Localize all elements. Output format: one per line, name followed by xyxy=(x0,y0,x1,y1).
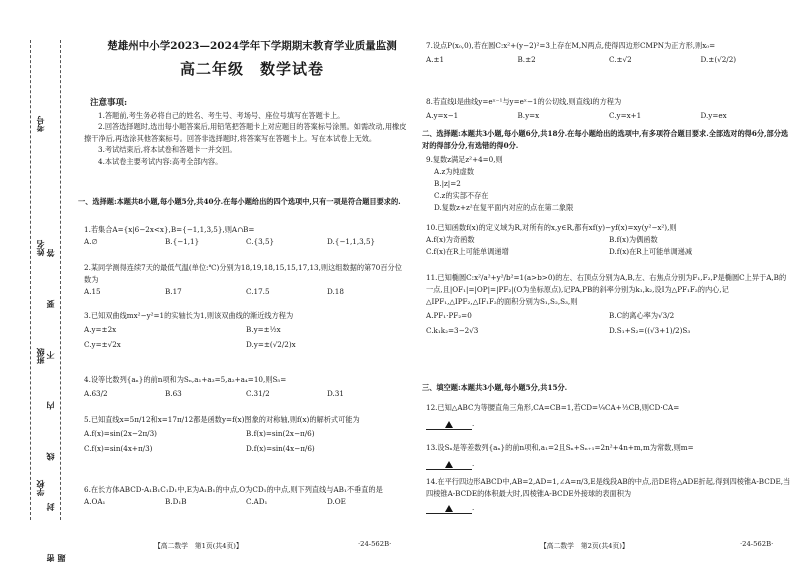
binding-line xyxy=(30,40,31,520)
option: C.31/2 xyxy=(246,389,270,398)
option: C.z的实部不存在 xyxy=(434,191,489,200)
label-banji: 班级 xyxy=(35,348,45,364)
option: B.{−1,1} xyxy=(165,237,200,246)
section2-heading: 二、选择题:本题共3小题,每小题6分,共18分.在每小题给出的选项中,有多项符合题目要求.全部选对的得6分,部分选对的得部分分,有选错的得0分. xyxy=(422,129,789,150)
tail: . xyxy=(472,459,475,468)
binding-strip xyxy=(0,0,70,562)
option: A.∅ xyxy=(84,237,98,246)
notice-item: 1.答题前,考生务必将自己的姓名、考生号、考场号、座位号填写在答题卡上。 xyxy=(98,110,345,120)
option: C.{3,5} xyxy=(246,237,275,246)
option: B.|z|=2 xyxy=(434,179,461,188)
option-list xyxy=(426,308,792,338)
label-xuexiao: 学校 xyxy=(35,480,45,496)
question-9 xyxy=(426,154,792,214)
option: B.17 xyxy=(165,287,182,296)
option: A.±1 xyxy=(426,55,445,64)
question-stem: 12.已知△ABC为等腰直角三角形,CA=CB=1,若CD=¼CA+½CB,则CD·CA= xyxy=(426,403,680,412)
question-3 xyxy=(84,310,408,352)
option: D.y=ex xyxy=(700,111,727,120)
option: D.y=±(√2/2)x xyxy=(246,340,296,349)
option: D.±(√2/2) xyxy=(700,55,737,64)
option-list xyxy=(426,52,792,68)
answer-blank xyxy=(426,503,475,514)
option: C.y=x+1 xyxy=(609,111,642,120)
option-list xyxy=(426,108,792,123)
option: B.f(x)=sin(2x−π/6) xyxy=(246,429,315,438)
option: D.复数z+z²在复平面内对应的点在第二象限 xyxy=(434,203,574,212)
triangle-marker-icon xyxy=(445,461,453,468)
option: D.31 xyxy=(327,389,344,398)
option: C.f(x)=sin(4x+π/3) xyxy=(84,444,153,453)
option: B.y=x xyxy=(517,111,540,120)
tail: . xyxy=(472,503,475,512)
tail: . xyxy=(472,419,475,428)
exam-subtitle: 高二年级 数学试卷 xyxy=(179,60,324,78)
answer-blank xyxy=(426,459,475,470)
question-13 xyxy=(426,442,792,470)
question-2 xyxy=(84,262,408,298)
question-stem: 4.设等比数列{aₙ}的前n项和为Sₙ,a₁+a₃=5,a₂+a₄=10,则S₅= xyxy=(84,375,287,384)
option: D.f(x)=sin(4x−π/6) xyxy=(246,444,315,453)
option: B.C的离心率为√3/2 xyxy=(609,311,675,320)
option: C.f(x)在R上可能单调递增 xyxy=(426,247,509,256)
notice-item: 4.本试卷主要考试内容:高考全部内容。 xyxy=(98,156,223,166)
exam-title: 楚雄州中小学2023—2024学年下学期期末教育学业质量监测 xyxy=(107,40,397,52)
question-stem: 10.已知函数f(x)的定义域为R,对所有的x,y∈R,都有xf(y)−yf(x)=xy(y²−x²),则 xyxy=(426,223,677,232)
question-12 xyxy=(426,402,792,430)
option: A.PF₁·PF₂=0 xyxy=(426,311,472,320)
notice-heading: 注意事项: xyxy=(90,98,128,108)
left-column xyxy=(78,0,412,562)
page-footer-label: 【高二数学 第1页(共4页)】 xyxy=(154,542,243,550)
option: D.S₁+S₂=((√3+1)/2)S₃ xyxy=(609,326,691,335)
option: C.y=±√2x xyxy=(84,340,121,349)
page-footer-label: 【高二数学 第2页(共4页)】 xyxy=(540,542,629,550)
question-stem: 8.若直线l是曲线y=eˣ⁻¹与y=eˣ−1的公切线,则直线l的方程为 xyxy=(426,97,622,106)
question-8 xyxy=(426,96,792,123)
option: C.k₁k₂=3−2√3 xyxy=(426,326,479,335)
seal-text: 密 封 线 内 不 要 答 题 xyxy=(45,229,66,562)
question-stem: 3.已知双曲线mx²−y²=1的实轴长为1,则该双曲线的渐近线方程为 xyxy=(84,311,294,320)
question-stem: 6.在长方体ABCD-A₁B₁C₁D₁中,E为A₁B₁的中点,O为CD₁的中点,则下列直线与AB₁不垂直的是 xyxy=(84,485,383,494)
question-1 xyxy=(84,224,408,248)
option: A.OA₁ xyxy=(84,497,106,506)
page-footer-code: ·24-562B· xyxy=(740,540,774,548)
option: B.y=±½x xyxy=(246,325,281,334)
notice-block xyxy=(84,98,408,167)
question-7 xyxy=(426,40,792,68)
label-kaohao: 考号 xyxy=(35,116,45,132)
question-stem: 13.设Sₙ是等差数列{aₙ}的前n项和,a₁=2且Sₙ+Sₙ₊₁=2n²+4n+m,m为常数,则m= xyxy=(426,443,694,452)
right-column xyxy=(422,0,794,562)
question-stem: 9.复数z满足z²+4=0,则 xyxy=(426,155,503,164)
notice-item: 2.回答选择题时,选出每小题答案后,用铅笔把答题卡上对应题目的答案标号涂黑。如需改动,用橡皮擦干净后,再选涂其他答案标号。回答非选择题时,将答案写在答题卡上。写在本试卷上无效。 xyxy=(84,122,407,143)
question-stem: 5.已知直线x=5π/12和x=17π/12都是函数y=f(x)图象的对称轴,则f(x)的解析式可能为 xyxy=(84,415,360,424)
option: C.17.5 xyxy=(246,287,270,296)
option: D.f(x)在R上可能单调递减 xyxy=(609,247,693,256)
answer-line xyxy=(426,458,792,470)
option: D.{−1,1,3,5} xyxy=(327,237,376,246)
question-stem: 7.设点P(x₀,0),若在圆C:x²+(y−2)²=3上存在M,N两点,使得四边形CMPN为正方形,则x₀= xyxy=(426,41,716,50)
option: A.f(x)=sin(2x−2π/3) xyxy=(84,429,157,438)
option: A.63/2 xyxy=(84,389,108,398)
option-list xyxy=(84,286,408,298)
option: A.f(x)为奇函数 xyxy=(426,235,475,244)
question-6 xyxy=(84,484,408,508)
option: A.z为纯虚数 xyxy=(434,167,475,176)
question-4 xyxy=(84,374,408,401)
question-5 xyxy=(84,414,408,456)
notice-item: 3.考试结束后,将本试卷和答题卡一并交回。 xyxy=(98,145,237,154)
option-list xyxy=(84,426,408,456)
page-footer-code: ·24-562B· xyxy=(358,540,392,548)
option: B.D₁B xyxy=(165,497,187,506)
triangle-marker-icon xyxy=(445,505,453,512)
option: A.y=±2x xyxy=(84,325,117,334)
question-stem: 1.若集合A={x|6−2x<x},B={−1,1,3,5},则A∩B= xyxy=(84,225,255,234)
option: D.18 xyxy=(327,287,344,296)
option: B.±2 xyxy=(517,55,536,64)
section1-heading: 一、选择题:本题共8小题,每小题5分,共40分.在每小题给出的四个选项中,只有一项是符合题目要求的. xyxy=(78,197,401,206)
option: A.15 xyxy=(84,287,101,296)
question-stem: 14.在平行四边形ABCD中,AB=2,AD=1,∠A=π/3,E是线段AB的中点,沿DE将△ADE折起,得到四棱锥A-BCDE,当四棱锥A-BCDE的体积最大时,四棱锥A-BCDE外接球的表面积为 xyxy=(426,477,791,498)
option: C.AD₁ xyxy=(246,497,268,506)
triangle-marker-icon xyxy=(445,421,453,428)
answer-line xyxy=(426,418,792,430)
question-14 xyxy=(426,476,792,514)
option: B.f(x)为偶函数 xyxy=(609,235,658,244)
question-stem: 11.已知椭圆C:x²/a²+y²/b²=1(a>b>0)的左、右顶点分别为A,B,左、右焦点分别为F₁,F₂,P是椭圆C上异于A,B的一点,且|OF₁|=|OP|=|PF₂|(O为坐标原点),记PA,PB的斜率分别为k₁,k₂,设I为△PF₁F₂的内心,记△IPF₁,△IPF₂,△IF₁F₂的面积分别为S₁,S₂,S₃,则 xyxy=(426,273,787,306)
option-list xyxy=(84,322,408,352)
option: A.y=x−1 xyxy=(426,111,459,120)
option-list xyxy=(426,234,792,258)
option-list xyxy=(84,496,408,508)
question-11 xyxy=(426,272,792,338)
option: D.OE xyxy=(327,497,346,506)
answer-line xyxy=(426,502,792,514)
option-list xyxy=(84,236,408,248)
option: B.63 xyxy=(165,389,182,398)
question-10 xyxy=(426,222,792,258)
question-stem: 2.某同学测得连续7天的最低气温(单位:℃)分别为18,19,18,15,15,17,13,则这组数据的第70百分位数为 xyxy=(84,263,402,284)
section3-heading: 三、填空题:本题共3小题,每小题5分,共15分. xyxy=(422,383,568,392)
answer-blank xyxy=(426,419,475,430)
option-list xyxy=(84,386,408,401)
label-xingming: 姓名 xyxy=(35,240,45,256)
option: C.±√2 xyxy=(609,55,632,64)
